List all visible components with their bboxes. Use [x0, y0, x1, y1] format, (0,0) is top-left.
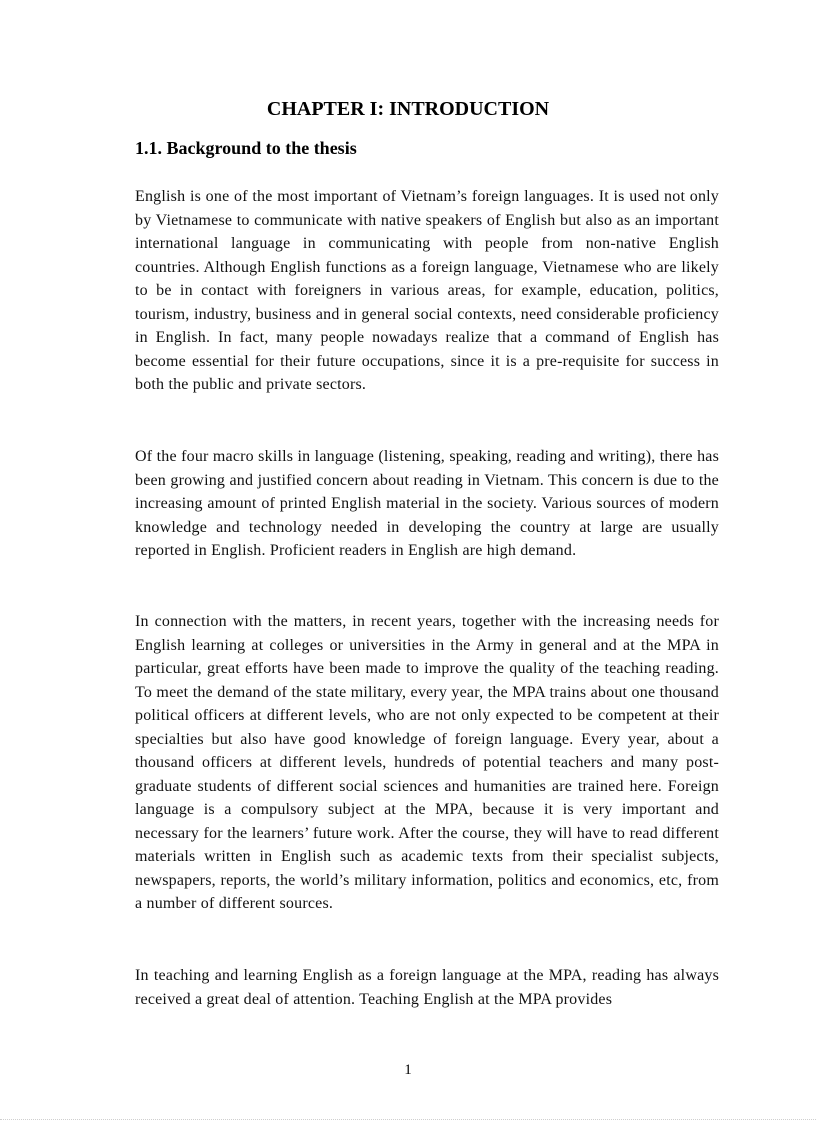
page-bottom-edge — [0, 1119, 816, 1120]
body-paragraph: In connection with the matters, in recent years, together with the increasing needs for English learning at colleges or universities in the Army in general and at the MPA in particular, great efforts have been made to improve the quality of the teaching reading. To meet the demand of the state military, every year, the MPA trains about one thousand political officers at different levels, who are not only expected to be competent at their specialties but also have good knowledge of foreign language. Every year, about a thousand officers at different levels, hundreds of potential teachers and many post-graduate students of different social sciences and humanities are trained here. Foreign language is a compulsory subject at the MPA, because it is very important and necessary for the learners’ future work. After the course, they will have to read different materials written in English such as academic texts from their specialist subjects, newspapers, reports, the world’s military information, politics and economics, etc, from a number of different sources. — [135, 613, 719, 912]
body-paragraph: Of the four macro skills in language (listening, speaking, reading and writing), there has been growing and justified concern about reading in Vietnam. This concern is due to the increasing amount of printed English material in the society. Various sources of modern knowledge and technology needed in developing the country at large are usually reported in English. Proficient readers in English are high demand. — [135, 448, 719, 559]
body-paragraph: English is one of the most important of Vietnam’s foreign languages. It is used not only by Vietnamese to communicate with native speakers of English but also as an important international language in communicating with people from non-native English countries. Although English functions as a foreign language, Vietnamese who are likely to be in contact with foreigners in various areas, for example, education, politics, tourism, industry, business and in general social contexts, need considerable proficiency in English. In fact, many people nowadays realize that a command of English has become essential for their future occupations, since it is a pre-requisite for success in both the public and private sectors. — [135, 188, 719, 393]
chapter-title: CHAPTER I: INTRODUCTION — [266, 98, 550, 120]
section-heading: 1.1. Background to the thesis — [135, 138, 357, 158]
page-number: 1 — [404, 1062, 412, 1078]
body-paragraph: In teaching and learning English as a foreign language at the MPA, reading has always received a great deal of attention. Teaching English at the MPA provides — [135, 967, 719, 1008]
